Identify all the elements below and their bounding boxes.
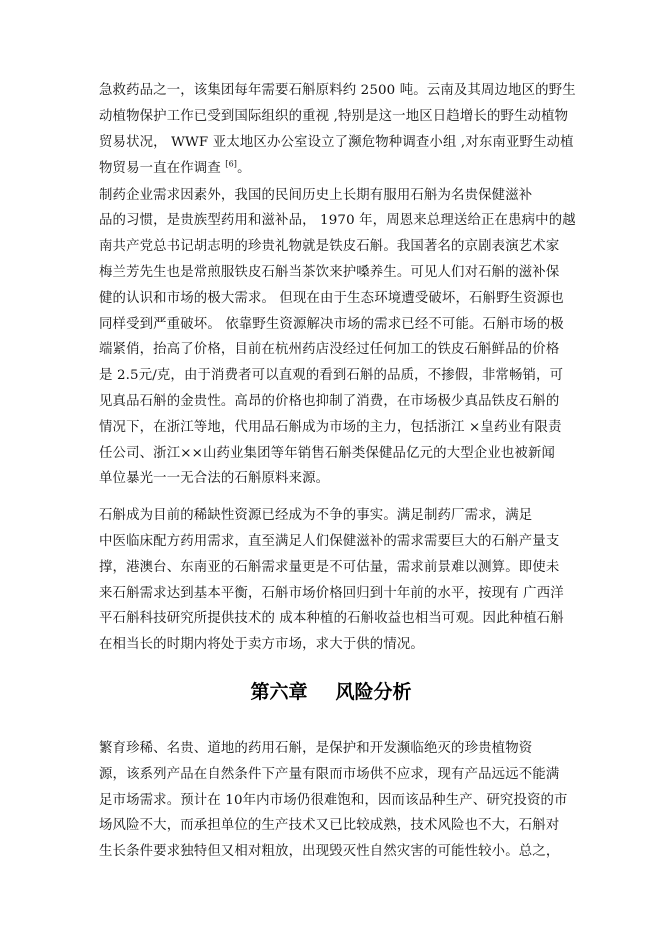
body-text-line: 石斛成为目前的稀缺性资源已经成为不争的事实。满足制药厂需求，满足 [99,508,533,523]
body-text-line: 在相当长的时期内将处于卖方市场，求大于供的情况。 [99,637,424,652]
body-text-line: 见真品石斛的金贵性。高昂的价格也抑制了消费，在市场极少真品铁皮石斛的 [99,394,560,409]
chapter-number: 第六章 [250,681,308,703]
chapter-title: 风险分析 [335,681,412,703]
body-text-line: 南共产党总书记胡志明的珍贵礼物就是铁皮石斛。我国著名的京剧表演艺术家 [99,239,560,254]
body-text-line: 是 2.5元/克，由于消费者可以直观的看到石斛的品质，不掺假，非常畅销，可 [99,368,564,383]
body-text-line: 急救药品之一，该集团每年需要石斛原料约 2500 吨。云南及其周边地区的野生 [99,83,576,98]
body-text-line: 动植物保护工作已受到国际组织的重视 ,特别是这一地区日趋增长的野生动植物 [99,109,569,124]
chapter-heading [0,680,662,704]
body-text-line: 平石斛科技研究所提供技术的 成本种植的石斛收益也相当可观。因此种植石斛 [99,611,564,626]
body-text-line: 品的习惯，是贵族型药用和滋补品， 1970 年，周恩来总理送给正在患病中的越 [99,213,576,228]
body-text-line: 生长条件要求独特但又相对粗放，出现毁灭性自然灾害的可能性较小。总之， [99,844,560,859]
body-text-line: 繁育珍稀、名贵、道地的药用石斛，是保护和开发濒临绝灭的珍贵植物资 [99,741,533,756]
body-text: 。 [237,161,251,176]
body-text-line: 贸易状况， WWF 亚太地区办公室设立了濒危物种调查小组 ,对东南亚野生动植 [99,135,574,150]
body-text: 物贸易一直在作调查 [99,161,221,176]
body-text-line: 中医临床配方药用需求，直至满足人们保健滋补的需求需要巨大的石斛产量支 [99,534,560,549]
body-text-line: 单位暴光一一无合法的石斛原料来源。 [99,471,330,486]
body-text-line: 情况下，在浙江等地，代用品石斛成为市场的主力，包括浙江 ×皇药业有限责 [99,420,562,435]
body-text-line: 撑，港澳台、东南亚的石斛需求量更是不可估量，需求前景难以测算。即使未 [99,560,560,575]
body-text-line-with-citation [99,161,251,177]
body-text-line: 同样受到严重破坏。 依靠野生资源解决市场的需求已经不可能。石斛市场的极 [99,317,564,332]
body-text-line: 端紧俏，抬高了价格，目前在杭州药店没经过任何加工的铁皮石斛鲜品的价格 [99,342,560,357]
body-text-line: 足市场需求。预计在 10年内市场仍很难饱和，因而该品种生产、研究投资的市 [99,793,568,808]
body-text-line: 场风险不大，而承担单位的生产技术又已比较成熟，技术风险也不大，石斛对 [99,818,560,833]
body-text-line: 制药企业需求因素外，我国的民间历史上长期有服用石斛为名贵保健滋补 [99,188,533,203]
body-text-line: 健的认识和市场的极大需求。 但现在由于生态环境遭受破坏，石斛野生资源也 [99,291,564,306]
citation-reference: [6] [225,159,238,169]
body-text-line: 源，该系列产品在自然条件下产量有限而市场供不应求，现有产品远远不能满 [99,767,560,782]
body-text-line: 任公司、浙江××山药业集团等年销售石斛类保健品亿元的大型企业也被新闻 [99,446,556,461]
body-text-line: 来石斛需求达到基本平衡，石斛市场价格回归到十年前的水平，按现有 广西洋 [99,586,564,601]
body-text-line: 梅兰芳先生也是常煎服铁皮石斛当茶饮来护嗓养生。可见人们对石斛的滋补保 [99,265,560,280]
